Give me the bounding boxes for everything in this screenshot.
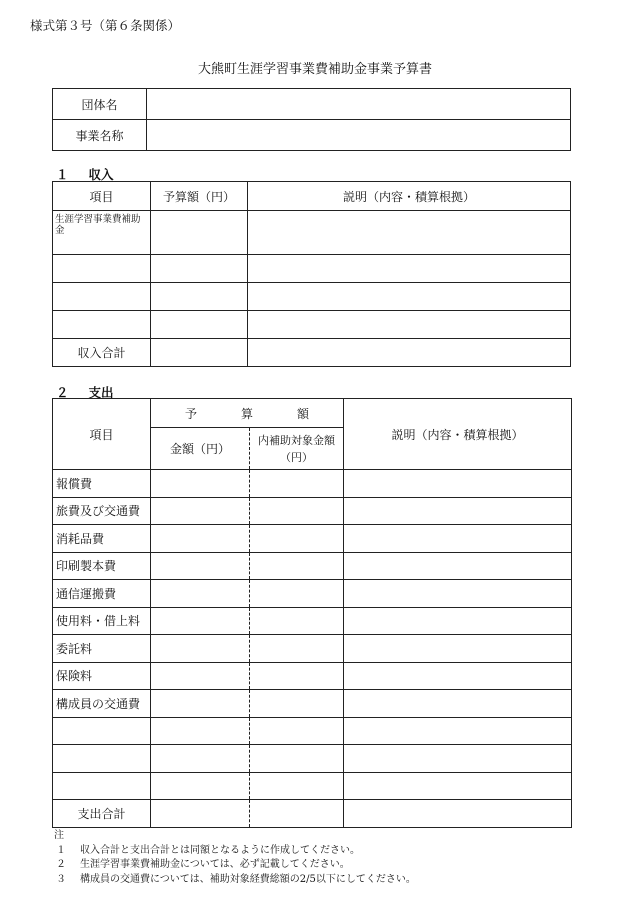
expense-row-subsidy[interactable] [250,662,344,690]
expense-header-budget-group: 予 算 額 [151,399,344,428]
note-text: 構成員の交通費については、補助対象経費総額の2/5以下にしてください。 [80,873,416,885]
expense-row-subsidy[interactable] [250,690,344,718]
note-text: 生涯学習事業費補助金については、必ず記載してください。 [80,859,350,870]
expense-row-item: 使用料・借上料 [53,607,151,635]
income-total-budget[interactable] [151,339,248,367]
form-number: 様式第３号（第６条関係） [30,18,181,33]
expense-table [52,398,572,828]
income-section-number: １ [56,167,69,182]
expense-row-amount[interactable] [151,580,250,608]
expense-row-description[interactable] [344,717,572,745]
expense-row-amount[interactable] [151,525,250,553]
income-row-description[interactable] [248,211,571,255]
expense-row-description[interactable] [344,690,572,718]
expense-row [53,690,572,718]
organization-name-field[interactable] [147,89,571,120]
expense-row-subsidy[interactable] [250,497,344,525]
expense-row-subsidy[interactable] [250,525,344,553]
income-total-label: 収入合計 [53,339,151,367]
expense-row-subsidy[interactable] [250,580,344,608]
document-title: 大熊町生涯学習事業費補助金事業予算書 [197,62,432,77]
expense-row [53,772,572,800]
expense-row-description[interactable] [344,635,572,663]
expense-row-subsidy[interactable] [250,772,344,800]
income-row-budget[interactable] [151,283,248,311]
expense-header-description: 説明（内容・積算根拠） [344,399,572,470]
expense-row [53,717,572,745]
income-row-budget[interactable] [151,255,248,283]
expense-row-amount[interactable] [151,497,250,525]
income-row-description[interactable] [248,283,571,311]
expense-row-description[interactable] [344,607,572,635]
expense-row-description[interactable] [344,745,572,773]
income-header-item: 項目 [53,182,151,211]
income-row-description[interactable] [248,311,571,339]
income-row-item[interactable] [53,255,151,283]
notes-heading: 注 [54,830,64,841]
expense-row [53,497,572,525]
expense-row-amount[interactable] [151,745,250,773]
income-row-description[interactable] [248,255,571,283]
income-row-budget[interactable] [151,311,248,339]
expense-row-amount[interactable] [151,607,250,635]
expense-row [53,552,572,580]
expense-row-item: 消耗品費 [53,525,151,553]
expense-row [53,607,572,635]
expense-row-item: 旅費及び交通費 [53,497,151,525]
income-row-item[interactable] [53,283,151,311]
info-row-organization [53,89,571,120]
expense-row [53,470,572,498]
expense-header-item: 項目 [53,399,151,470]
expense-total-amount[interactable] [151,800,250,828]
expense-row-amount[interactable] [151,552,250,580]
expense-total-label: 支出合計 [53,800,151,828]
income-row [53,255,571,283]
note-number: ２ [56,859,66,870]
expense-row-item[interactable] [53,745,151,773]
expense-row [53,745,572,773]
expense-row-description[interactable] [344,470,572,498]
notes [54,829,416,887]
expense-row-description[interactable] [344,772,572,800]
expense-row-subsidy[interactable] [250,635,344,663]
expense-row-item[interactable] [53,717,151,745]
expense-total-subsidy[interactable] [250,800,344,828]
income-row [53,311,571,339]
expense-row-description[interactable] [344,525,572,553]
expense-row-item[interactable] [53,772,151,800]
expense-row-amount[interactable] [151,635,250,663]
project-name-label: 事業名称 [53,120,147,151]
expense-row-description[interactable] [344,497,572,525]
note-item [54,873,416,888]
expense-header-subsidy-line1: 内補助対象金額 [258,434,335,447]
income-total-description[interactable] [248,339,571,367]
info-table [52,88,571,151]
expense-section-label: 支出 [88,385,114,400]
project-name-field[interactable] [147,120,571,151]
expense-row-item: 委託料 [53,635,151,663]
income-row-item: 生涯学習事業費補助金 [53,211,151,255]
income-header-budget: 予算額（円） [151,182,248,211]
expense-row [53,525,572,553]
expense-row-amount[interactable] [151,690,250,718]
expense-row-subsidy[interactable] [250,607,344,635]
expense-row [53,580,572,608]
expense-row-amount[interactable] [151,662,250,690]
note-number: ３ [56,873,66,885]
expense-row-item: 印刷製本費 [53,552,151,580]
income-row [53,211,571,255]
note-text: 収入合計と支出合計とは同額となるように作成してください。 [80,844,360,856]
income-header-row [53,182,571,211]
income-header-description: 説明（内容・積算根拠） [248,182,571,211]
income-row [53,283,571,311]
income-row-budget[interactable] [151,211,248,255]
expense-header-row-1 [53,399,572,428]
expense-row [53,635,572,663]
note-item [54,858,416,873]
expense-row-description[interactable] [344,552,572,580]
expense-header-amount: 金額（円） [151,428,250,470]
expense-row-subsidy[interactable] [250,470,344,498]
expense-header-subsidy-line2: （円） [280,451,313,464]
note-item [54,844,416,859]
note-number: １ [56,844,66,856]
expense-row [53,662,572,690]
income-section-label: 収入 [88,167,114,182]
organization-name-label: 団体名 [53,89,147,120]
info-row-project [53,120,571,151]
expense-row-subsidy[interactable] [250,552,344,580]
expense-row-description[interactable] [344,662,572,690]
expense-total-row [53,800,572,828]
expense-row-item: 保険料 [53,662,151,690]
expense-row-subsidy[interactable] [250,717,344,745]
expense-row-item: 通信運搬費 [53,580,151,608]
income-total-row [53,339,571,367]
expense-row-description[interactable] [344,580,572,608]
expense-row-item: 報償費 [53,470,151,498]
expense-header-subsidy [250,428,344,470]
expense-row-amount[interactable] [151,717,250,745]
expense-row-subsidy[interactable] [250,745,344,773]
expense-section-number: ２ [56,385,69,400]
expense-row-item: 構成員の交通費 [53,690,151,718]
expense-row-amount[interactable] [151,772,250,800]
expense-row-amount[interactable] [151,470,250,498]
income-row-item[interactable] [53,311,151,339]
income-table [52,181,571,367]
expense-total-description[interactable] [344,800,572,828]
